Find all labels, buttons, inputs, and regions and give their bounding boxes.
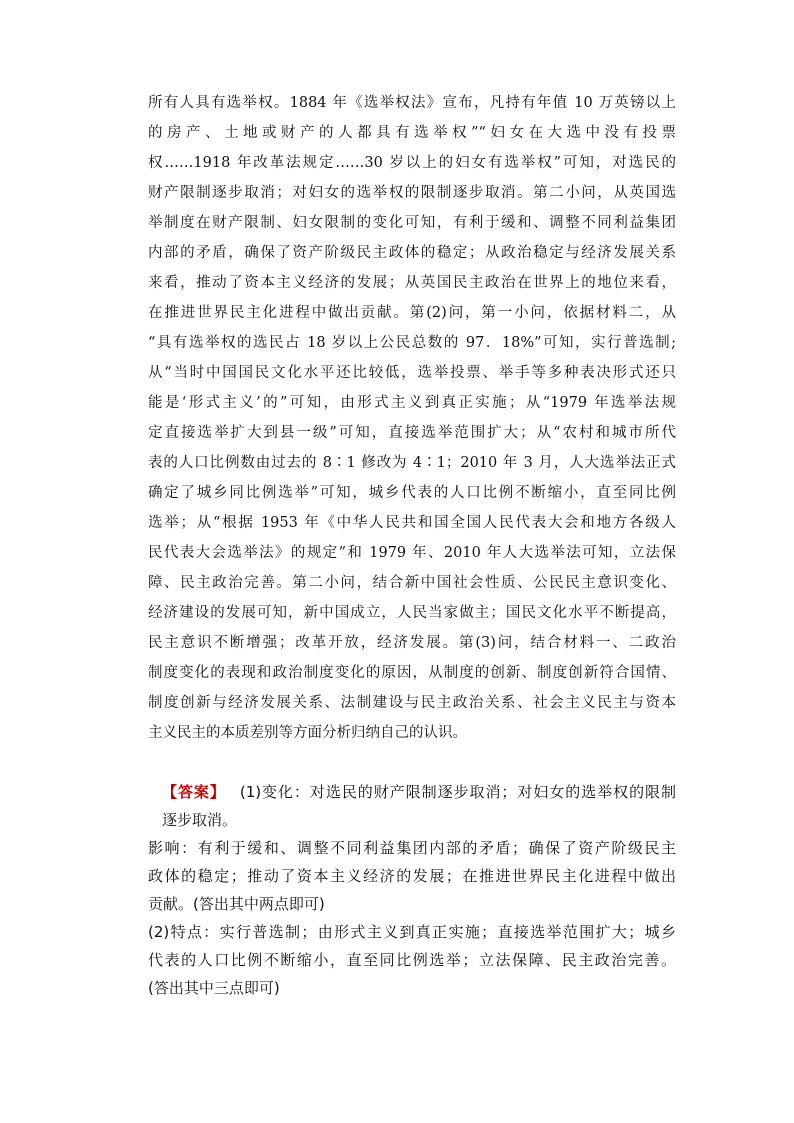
- answer-section: [148, 778, 676, 1002]
- analysis-line: 表的人口比例数由过去的 8∶1 修改为 4∶1；2010 年 3 月，人大选举法正式: [148, 455, 676, 471]
- answer-line: 逐步取消。: [162, 811, 238, 829]
- analysis-line: “具有选举权的选民占 18 岁以上公民总数的 97．18%”可知，实行普选制;: [148, 335, 676, 351]
- analysis-line: 制度创新与经济发展关系、法制建设与民主政治关系、社会主义民主与资本: [148, 695, 676, 711]
- analysis-line: 经济建设的发展可知，新中国成立，人民当家做主；国民文化水平不断提高，: [148, 605, 676, 621]
- answer-line: (答出其中三点即可): [148, 979, 280, 997]
- analysis-line: 障、民主政治完善。第二小问，结合新中国社会性质、公民民主意识变化、: [148, 575, 676, 591]
- answer-first-line: [148, 778, 676, 806]
- analysis-line: 定直接选举扩大到县一级”可知，直接选举范围扩大；从“农村和城市所代: [148, 425, 676, 441]
- analysis-line: 在推进世界民主化进程中做出贡献。第(2)问，第一小问，依据材料二，从: [148, 305, 676, 321]
- analysis-line: 的房产、土地或财产的人都具有选举权”“妇女在大选中没有投票: [148, 125, 676, 141]
- answer-line: 贡献。(答出其中两点即可): [148, 895, 325, 913]
- analysis-line: 制度变化的表现和政治制度变化的原因，从制度的创新、制度创新符合国情、: [148, 665, 676, 681]
- analysis-line: 民代表大会选举法》的规定”和 1979 年、2010 年人大选举法可知，立法保: [148, 545, 676, 561]
- analysis-line: 财产限制逐步取消；对妇女的选举权的限制逐步取消。第二小问，从英国选: [148, 185, 676, 201]
- analysis-line: 权……1918 年改革法规定……30 岁以上的妇女有选举权”可知，对选民的: [148, 155, 676, 171]
- answer-line: (2)特点：实行普选制；由形式主义到真正实施；直接选举范围扩大；城乡: [148, 923, 676, 941]
- analysis-line: 来看，推动了资本主义经济的发展；从英国民主政治在世界上的地位来看，: [148, 275, 676, 291]
- analysis-text: [148, 88, 676, 748]
- answer-line-text: (1)变化：对选民的财产限制逐步取消；对妇女的选举权的限制: [239, 783, 676, 801]
- analysis-line: 举制度在财产限制、妇女限制的变化可知，有利于缓和、调整不同利益集团: [148, 215, 676, 231]
- analysis-line: 选举；从“根据 1953 年《中华人民共和国全国人民代表大会和地方各级人: [148, 515, 676, 531]
- answer-line: 影响：有利于缓和、调整不同利益集团内部的矛盾；确保了资产阶级民主: [148, 839, 676, 857]
- analysis-line: 能是‘形式主义’的”可知，由形式主义到真正实施；从“1979 年选举法规: [148, 395, 676, 411]
- answer-line: 代表的人口比例不断缩小，直至同比例选举；立法保障、民主政治完善。: [148, 951, 676, 969]
- answer-tag: 【答案】: [162, 783, 226, 801]
- analysis-line: 内部的矛盾，确保了资产阶级民主政体的稳定；从政治稳定与经济发展关系: [148, 245, 676, 261]
- analysis-line: 主义民主的本质差别等方面分析归纳自己的认识。: [148, 725, 467, 741]
- analysis-line: 民主意识不断增强；改革开放，经济发展。第(3)问，结合材料一、二政治: [148, 635, 676, 651]
- analysis-line: 从“当时中国国民文化水平还比较低，选举投票、举手等多种表决形式还只: [148, 365, 676, 381]
- answer-line: 政体的稳定；推动了资本主义经济的发展；在推进世界民主化进程中做出: [148, 867, 676, 885]
- analysis-line: 确定了城乡同比例选举”可知，城乡代表的人口比例不断缩小，直至同比例: [148, 485, 676, 501]
- analysis-line: 所有人具有选举权。1884 年《选举权法》宣布，凡持有年值 10 万英镑以上: [148, 95, 676, 111]
